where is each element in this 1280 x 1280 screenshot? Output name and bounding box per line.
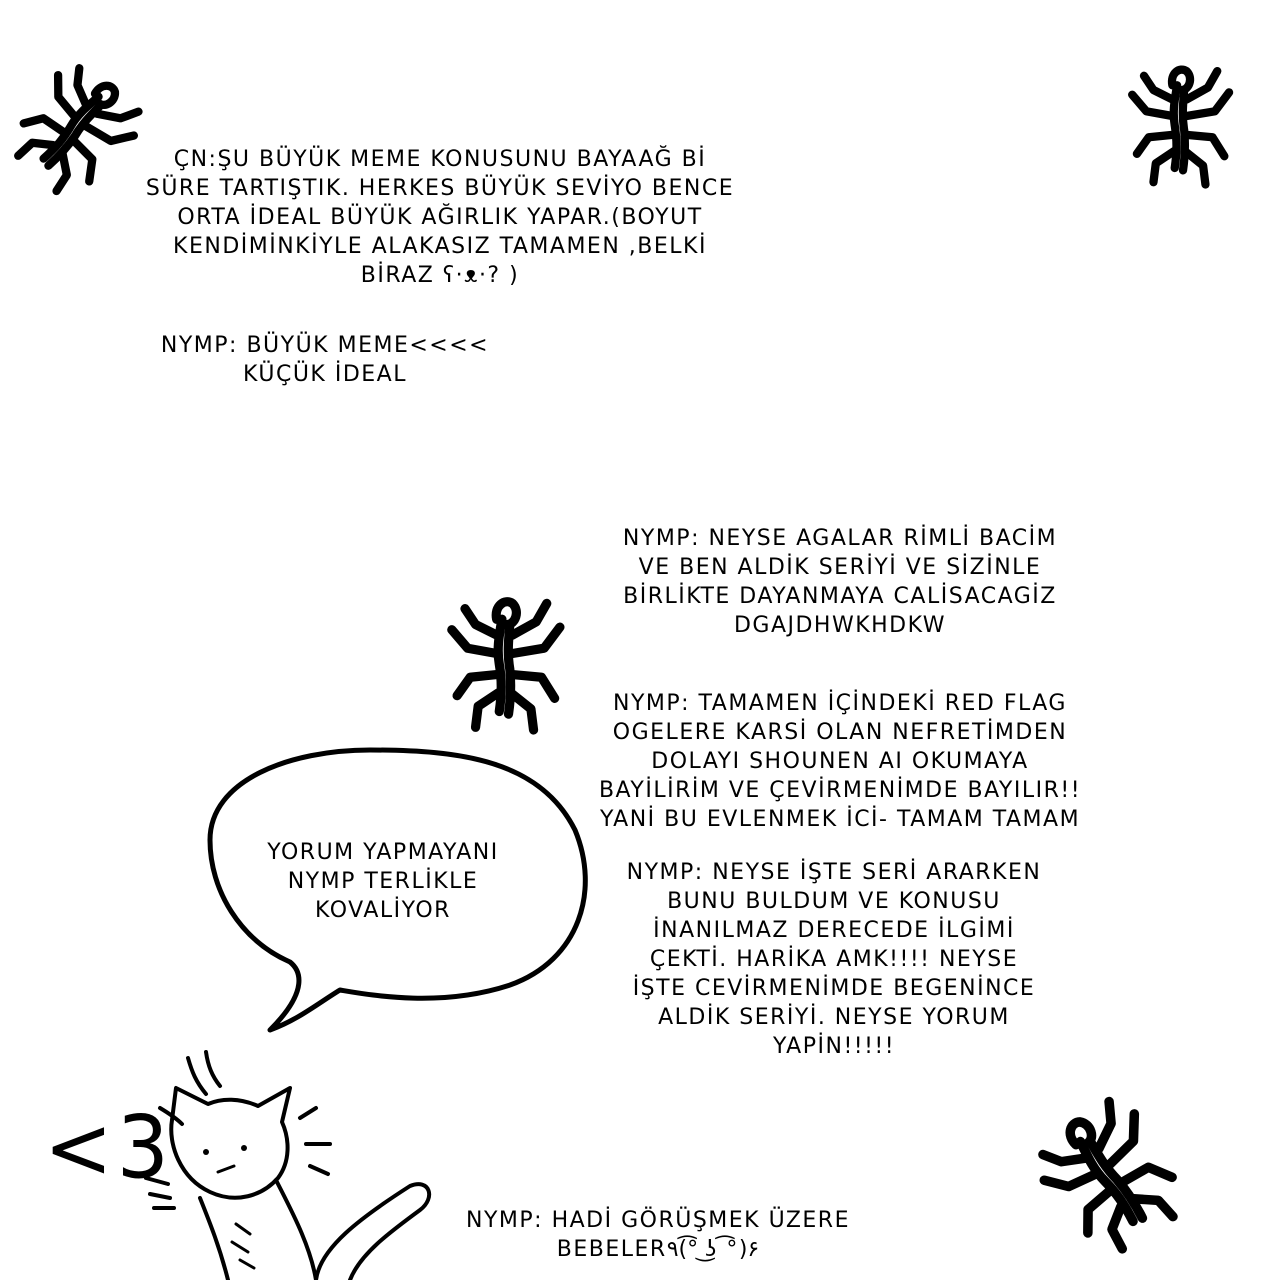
heart-text: <3: [44, 1098, 173, 1199]
nymp-redflag-note: NYMP: TAMAMEN İÇİNDEKİ RED FLAG OGELERE KARSİ OLAN NEFRETİMDEN DOLAYI SHOUNEN AI OKUMAYA BAYİLİRİM VE ÇEVİRMENİMDE BAYILIR!! YANİ BU EVLENMEK İCİ- TAMAM TAMAM: [598, 691, 1082, 832]
translator-note: ÇN:ŞU BÜYÜK MEME KONUSUNU BAYAAĞ Bİ SÜRE TARTIŞTIK. HERKES BÜYÜK SEVİYO BENCE ORTA İDEAL BÜYÜK AĞIRLIK YAPAR.(BOYUT KENDİMİNKİYLE ALAKASIZ TAMAMEN ,BELKİ BİRAZ ʕ·ᴥ·? ): [145, 147, 735, 288]
nymp-found-note: NYMP: NEYSE İŞTE SERİ ARARKEN BUNU BULDUM VE KONUSU İNANILMAZ DERECEDE İLGİMİ ÇEKTİ. HARİKA AMK!!!! NEYSE İŞTE CEVİRMENİMDE BEGENİNCE ALDİK SERİYİ. NEYSE YORUM YAPİN!!!!!: [626, 860, 1042, 1059]
spider-icon-top-right: [1118, 64, 1248, 194]
nymp-series-note: NYMP: NEYSE AGALAR RİMLİ BACİM VE BEN ALDİK SERİYİ VE SİZİNLE BİRLİKTE DAYANMAYA CALİSACAGİZ DGAJDHWKHDKW: [622, 526, 1058, 638]
nymp-big-note: NYMP: BÜYÜK MEME<<<< KÜÇÜK İDEAL: [160, 333, 490, 387]
spider-icon-top-left: [10, 64, 140, 204]
spider-icon-bottom-right: [1030, 1104, 1200, 1254]
speech-bubble-text: YORUM YAPMAYANI NYMP TERLİKLE KOVALİYOR: [267, 840, 499, 923]
cat-doodle-icon: [140, 1048, 440, 1280]
goodbye-note: NYMP: HADİ GÖRÜŞMEK ÜZERE BEBELER٩(͡° ͜ʖ ͡°)۶: [466, 1208, 850, 1262]
spider-icon-middle: [436, 584, 581, 752]
